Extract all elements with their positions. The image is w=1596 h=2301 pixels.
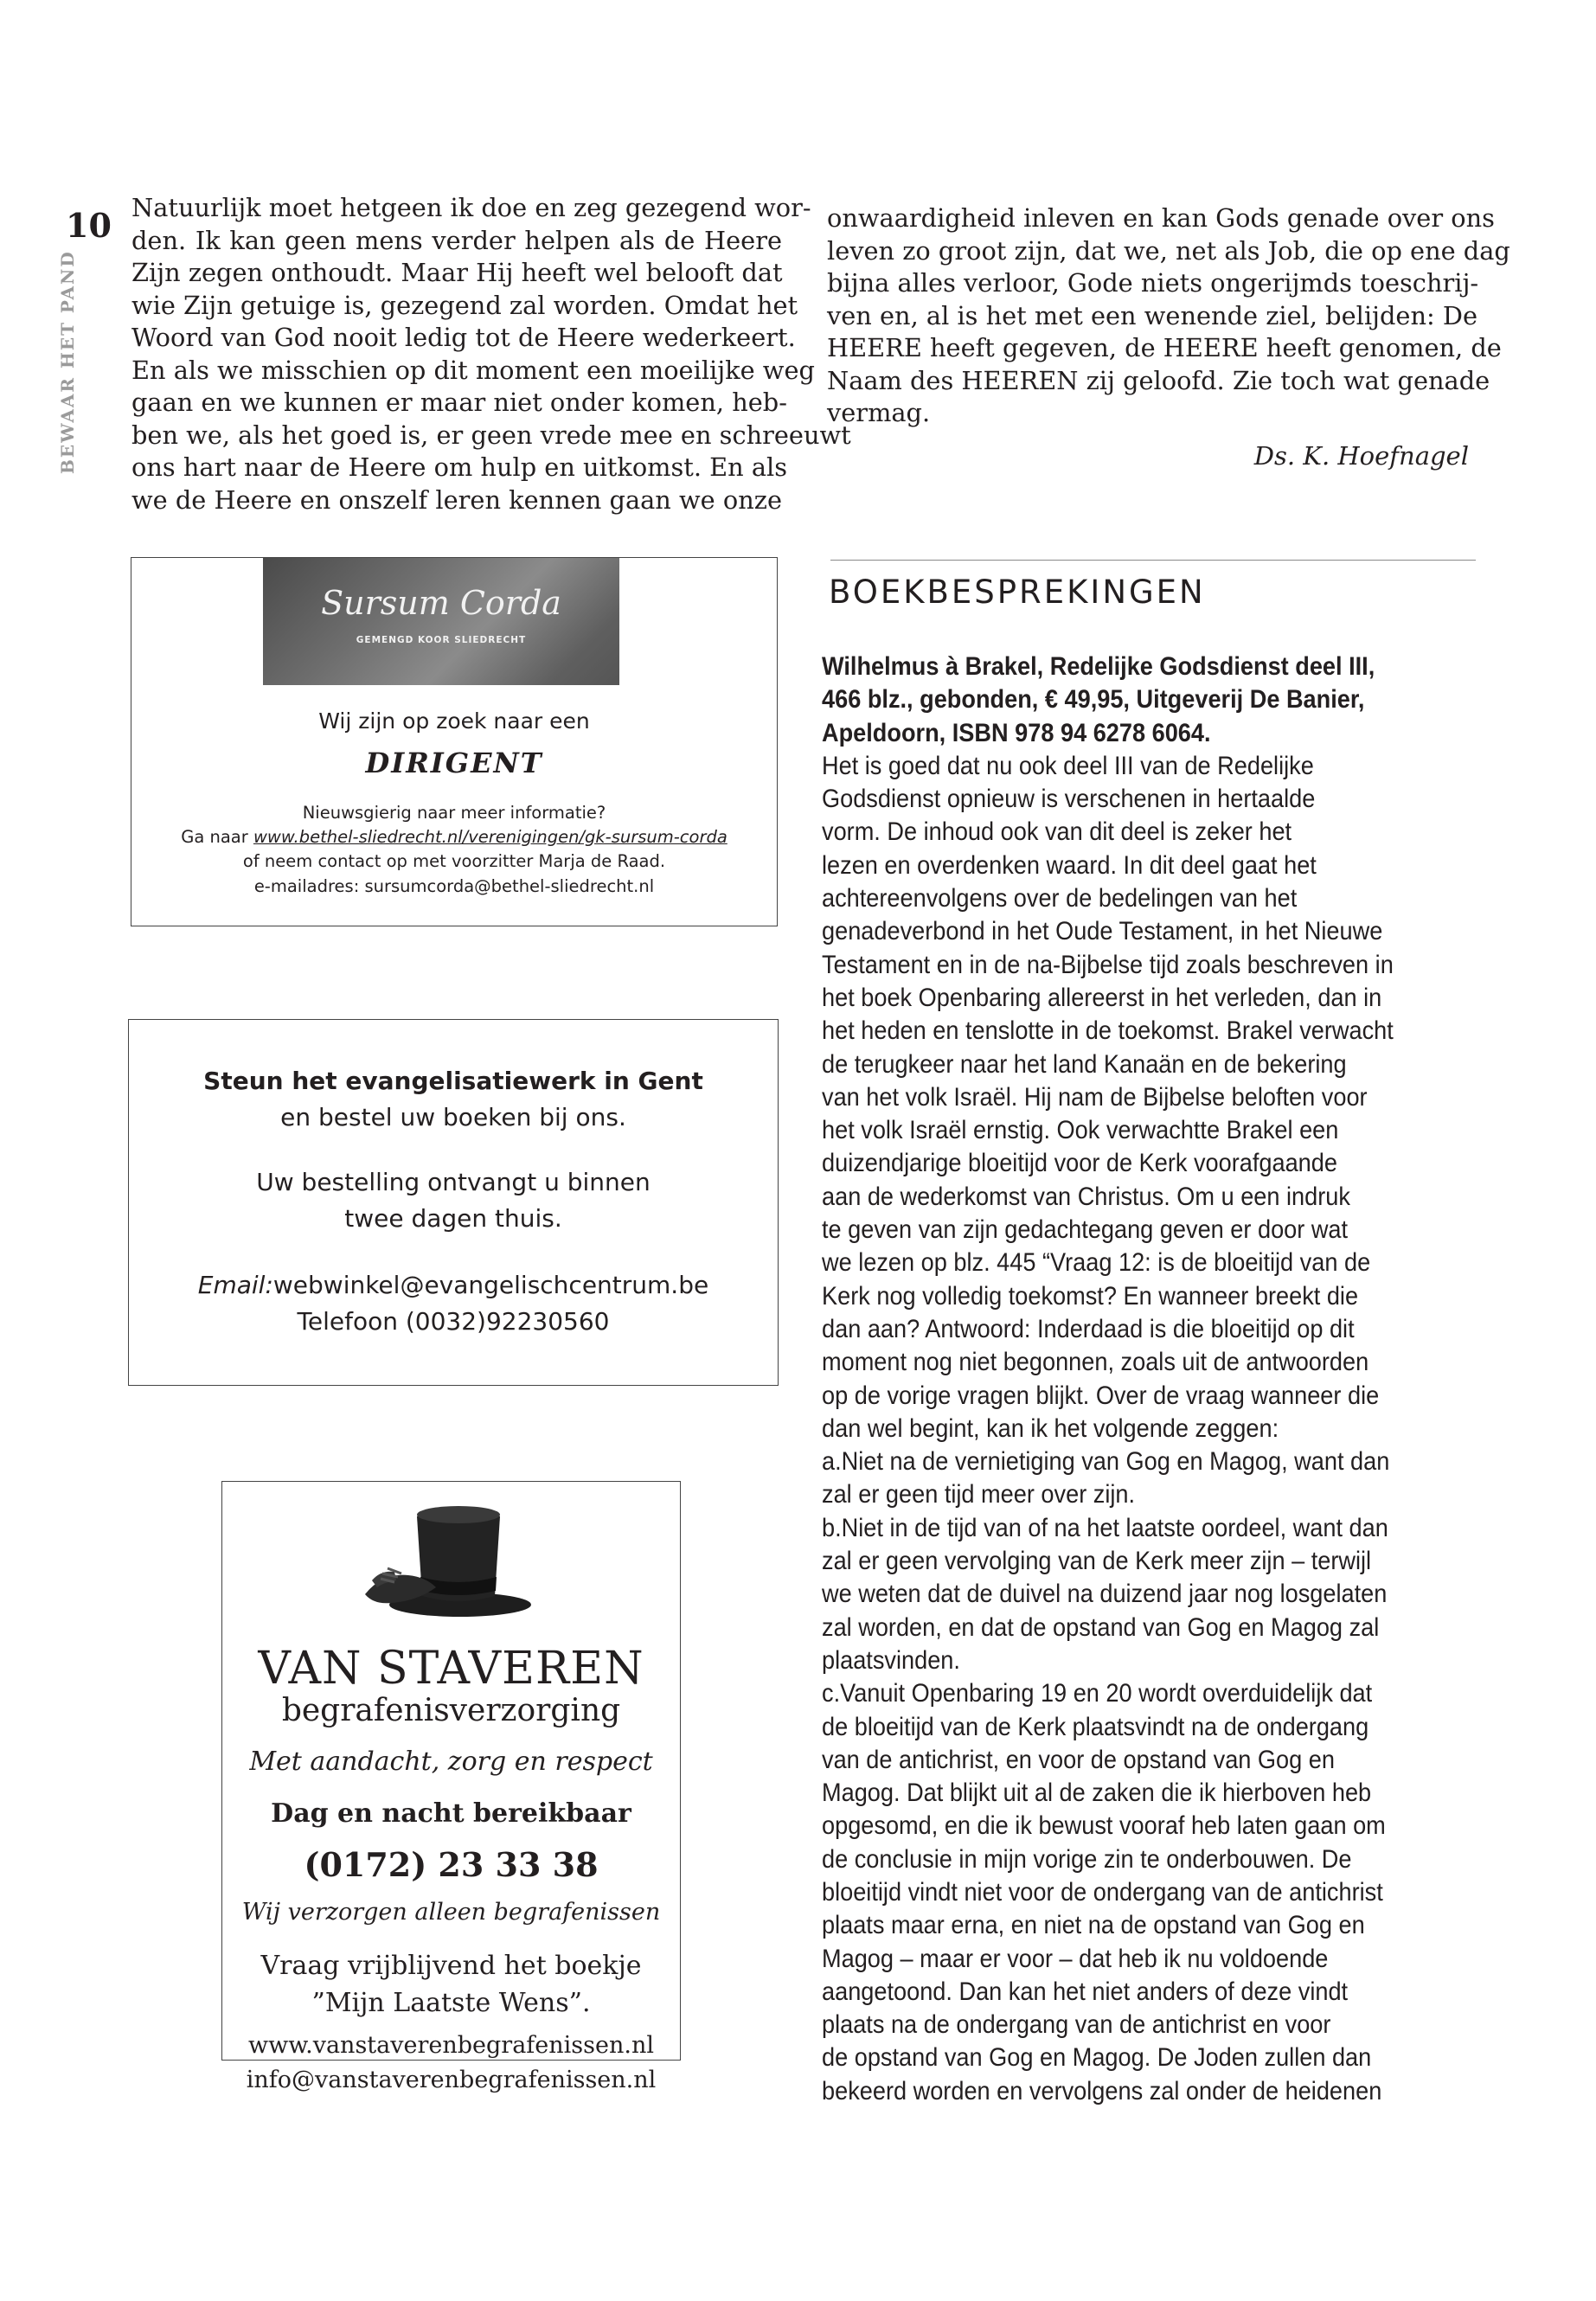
review-line: b.Niet in de tijd van of na het laatste oordeel, want dan bbox=[822, 1513, 1388, 1542]
author-signature: Ds. K. Hoefnagel bbox=[1253, 441, 1469, 471]
website-link[interactable]: www.vanstaverenbegrafenissen.nl bbox=[248, 2032, 654, 2059]
review-line: plaats na de ondergang van de antichrist en voor bbox=[822, 2010, 1331, 2040]
review-line: duizendjarige bloeitijd voor de Kerk voorafgaande bbox=[822, 1149, 1337, 1178]
van-staveren-ad bbox=[221, 1481, 681, 2093]
company-subtitle: begrafenisverzorging bbox=[281, 1693, 621, 1728]
review-line: van het volk Israël. Hij nam de Bijbelse beloften voor bbox=[822, 1082, 1368, 1112]
review-line: Kerk nog volledig toekomst? En wanneer breekt die bbox=[822, 1281, 1359, 1311]
ad-line: en bestel uw boeken bij ons. bbox=[280, 1103, 626, 1131]
review-line: moment nog niet begonnen, zoals uit de antwoorden bbox=[822, 1348, 1369, 1377]
article-column-right bbox=[827, 202, 1510, 430]
review-line: plaatsvinden. bbox=[822, 1645, 960, 1675]
review-line: het boek Openbaring allereerst in het verleden, dan in bbox=[822, 983, 1382, 1012]
text-line: ons hart naar de Heere om hulp en uitkomst. En als bbox=[131, 452, 787, 482]
text-line: Zijn zegen onthoudt. Maar Hij heeft wel belooft dat bbox=[131, 258, 783, 287]
ad-line: Nieuwsgierig naar meer informatie? bbox=[302, 803, 606, 823]
review-heading-line: Apeldoorn, ISBN 978 94 6278 6064. bbox=[822, 718, 1211, 747]
section-divider bbox=[830, 560, 1476, 561]
ad-line: twee dagen thuis. bbox=[344, 1204, 562, 1233]
page-number: 10 bbox=[66, 206, 112, 245]
email-address[interactable]: webwinkel@evangelischcentrum.be bbox=[272, 1271, 709, 1299]
availability: Dag en nacht bereikbaar bbox=[271, 1798, 631, 1829]
section-title: BOEKBESPREKINGEN bbox=[829, 574, 1206, 611]
text-line: onwaardigheid inleven en kan Gods genade over ons bbox=[827, 203, 1495, 233]
text-line: HEERE heeft gegeven, de HEERE heeft genomen, de bbox=[827, 333, 1502, 362]
phone-number: (0172) 23 33 38 bbox=[304, 1845, 599, 1884]
article-column-left bbox=[131, 192, 851, 516]
review-line: zal er geen tijd meer over zijn. bbox=[822, 1480, 1136, 1509]
review-line: a.Niet na de vernietiging van Gog en Magog, want dan bbox=[822, 1447, 1390, 1477]
review-line: plaats maar erna, en niet na de opstand van Gog en bbox=[822, 1911, 1365, 1940]
email-link[interactable]: info@vanstaverenbegrafenissen.nl bbox=[246, 2067, 657, 2093]
review-line: genadeverbond in het Oude Testament, in het Nieuwe bbox=[822, 917, 1383, 946]
top-hat-gloves-icon bbox=[356, 1490, 542, 1620]
review-line: zal worden, en dat de opstand van Gog en Magog zal bbox=[822, 1612, 1380, 1642]
text-line: vermag. bbox=[827, 398, 931, 427]
offer-line: ”Mijn Laatste Wens”. bbox=[311, 1988, 591, 2018]
review-line: achtereenvolgens over de bedelingen van het bbox=[822, 884, 1298, 913]
ad-intro: Wij zijn op zoek naar een bbox=[318, 708, 590, 734]
text-line: Naam des HEEREN zij geloofd. Zie toch wat genade bbox=[827, 365, 1490, 395]
running-head-vertical: BEWAAR HET PAND bbox=[57, 250, 78, 474]
text-line: Woord van God nooit ledig tot de Heere wederkeert. bbox=[131, 323, 796, 352]
ad-link-line bbox=[131, 827, 777, 847]
text-line: ben we, als het goed is, er geen vrede mee en schreeuwt bbox=[131, 420, 851, 450]
review-line: bloeitijd vindt niet voor de ondergang van de antichrist bbox=[822, 1877, 1383, 1907]
sursum-corda-banner bbox=[263, 558, 619, 685]
review-line: Godsdienst opnieuw is verschenen in hertaalde bbox=[822, 785, 1316, 814]
review-line: de conclusie in mijn vorige zin te onderbouwen. De bbox=[822, 1844, 1352, 1874]
book-review bbox=[822, 651, 1413, 2108]
review-line: aangetoond. Dan kan het niet anders of deze vindt bbox=[822, 1977, 1349, 2006]
review-heading-line: Wilhelmus à Brakel, Redelijke Godsdienst deel III, bbox=[822, 652, 1375, 681]
banner-title: Sursum Corda bbox=[321, 584, 561, 622]
review-line: Het is goed dat nu ook deel III van de Redelijke bbox=[822, 751, 1314, 780]
website-link[interactable]: www.bethel-sliedrecht.nl/verenigingen/gk-sursum-corda bbox=[253, 827, 727, 847]
text-line: bijna alles verloor, Gode niets ongerijmds toeschrij- bbox=[827, 268, 1479, 298]
text-line: En als we misschien op dit moment een moeilijke weg bbox=[131, 355, 815, 385]
review-heading-line: 466 blz., gebonden, € 49,95, Uitgeverij De Banier, bbox=[822, 685, 1365, 715]
ad-phone: Telefoon (0032)92230560 bbox=[297, 1307, 610, 1336]
review-line: dan wel begint, kan ik het volgende zeggen: bbox=[822, 1413, 1279, 1443]
gent-evangelisation-ad bbox=[128, 1019, 779, 1386]
review-line: te geven van zijn gedachtegang geven er door wat bbox=[822, 1215, 1349, 1245]
text-line: Natuurlijk moet hetgeen ik doe en zeg gezegend wor- bbox=[131, 193, 811, 222]
ad-line: Uw bestelling ontvangt u binnen bbox=[256, 1168, 651, 1196]
text-line: gaan en we kunnen er maar niet onder komen, heb- bbox=[131, 388, 787, 417]
text-line: wie Zijn getuige is, gezegend zal worden. Omdat het bbox=[131, 290, 798, 320]
review-line: het heden en tenslotte in de toekomst. Brakel verwacht bbox=[822, 1016, 1394, 1046]
text-line: we de Heere en onszelf leren kennen gaan we onze bbox=[131, 484, 782, 515]
review-line: de opstand van Gog en Magog. De Joden zullen dan bbox=[822, 2043, 1372, 2073]
review-line: de terugkeer naar het land Kanaän en de bekering bbox=[822, 1049, 1347, 1079]
tagline: Met aandacht, zorg en respect bbox=[249, 1747, 653, 1777]
review-line: op de vorige vragen blijkt. Over de vraag wanneer die bbox=[822, 1381, 1380, 1410]
review-line: Testament en in de na-Bijbelse tijd zoals beschreven in bbox=[822, 950, 1394, 979]
ad-line: of neem contact op met voorzitter Marja de Raad. bbox=[242, 851, 666, 871]
review-line: zal er geen vervolging van de Kerk meer zijn – terwijl bbox=[822, 1547, 1372, 1576]
review-line: bekeerd worden en vervolgens zal onder de heidenen bbox=[822, 2076, 1382, 2106]
review-line: Magog. Dat blijkt uit al de zaken die ik hierboven heb bbox=[822, 1779, 1372, 1808]
text-line: ven en, al is het met een wenende ziel, belijden: De bbox=[827, 300, 1477, 330]
text-line: den. Ik kan geen mens verder helpen als de Heere bbox=[131, 225, 782, 255]
review-line: vorm. De inhoud ook van dit deel is zeker het bbox=[822, 817, 1292, 847]
text-line: leven zo groot zijn, dat we, net als Job, die op ene dag bbox=[827, 235, 1510, 266]
ad-email: e-mailadres: sursumcorda@bethel-sliedrecht.nl bbox=[253, 876, 655, 896]
service-note: Wij verzorgen alleen begrafenissen bbox=[241, 1899, 661, 1926]
review-line: van de antichrist, en voor de opstand van Gog en bbox=[822, 1745, 1335, 1774]
review-line: c.Vanuit Openbaring 19 en 20 wordt overduidelijk dat bbox=[822, 1679, 1373, 1708]
company-name: VAN STAVEREN bbox=[258, 1643, 644, 1695]
ad-position: DIRIGENT bbox=[365, 747, 543, 779]
sursum-corda-ad bbox=[131, 557, 778, 926]
ad-email-line bbox=[129, 1271, 778, 1299]
review-line: we lezen op blz. 445 “Vraag 12: is de bloeitijd van de bbox=[822, 1248, 1371, 1278]
review-line: het volk Israël ernstig. Ook verwachtte Brakel een bbox=[822, 1116, 1339, 1145]
ad-line-prefix: Ga naar bbox=[181, 827, 253, 847]
review-line: lezen en overdenken waard. In dit deel gaat het bbox=[822, 850, 1317, 880]
email-label: Email: bbox=[197, 1271, 273, 1299]
review-line: dan aan? Antwoord: Inderdaad is die bloeitijd op dit bbox=[822, 1314, 1355, 1343]
review-line: opgesomd, en die ik bewust vooraf heb laten gaan om bbox=[822, 1811, 1386, 1841]
offer-line: Vraag vrijblijvend het boekje bbox=[260, 1951, 642, 1981]
review-line: Magog – maar er voor – dat heb ik nu voldoende bbox=[822, 1944, 1329, 1973]
ad-title: Steun het evangelisatiewerk in Gent bbox=[203, 1067, 703, 1095]
review-line: de bloeitijd van de Kerk plaatsvindt na de ondergang bbox=[822, 1712, 1369, 1741]
review-line: aan de wederkomst van Christus. Om u een indruk bbox=[822, 1182, 1350, 1211]
review-line: we weten dat de duivel na duizend jaar nog losgelaten bbox=[822, 1580, 1388, 1609]
banner-subtitle: GEMENGD KOOR SLIEDRECHT bbox=[356, 635, 527, 645]
